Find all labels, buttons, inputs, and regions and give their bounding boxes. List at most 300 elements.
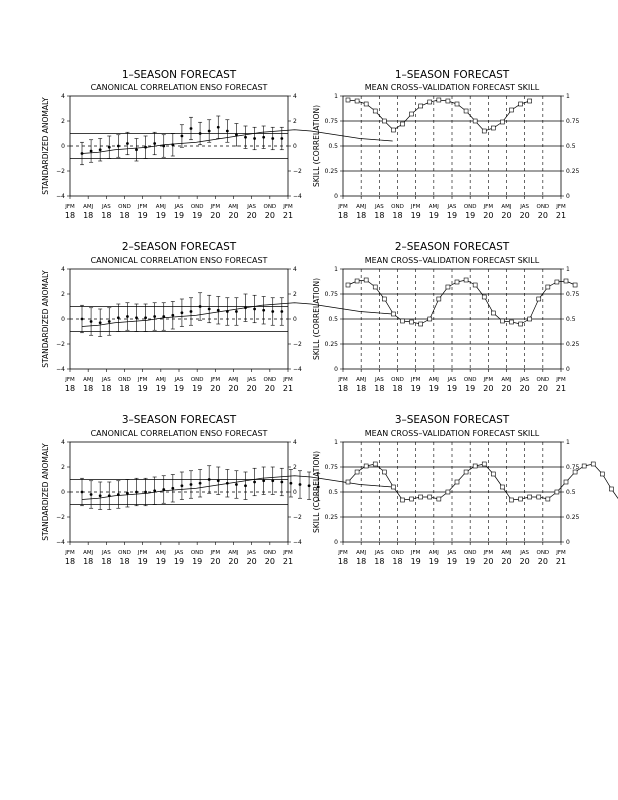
- y-tick-label-right: 0.5: [566, 489, 576, 496]
- x-tick-label-year: 18: [64, 384, 76, 393]
- skill-point: [455, 280, 459, 284]
- x-tick-label-year: 20: [264, 557, 275, 566]
- panel-1-subtitle: CANONICAL CORRELATION ENSO FORECAST: [90, 83, 268, 92]
- skill-point: [455, 102, 459, 106]
- x-tick-label-season: AMJ: [155, 550, 166, 556]
- skill-point: [364, 464, 368, 468]
- skill-point: [401, 122, 405, 126]
- forecast-point: [153, 315, 156, 318]
- skill-point: [482, 295, 486, 299]
- y-tick-label: 0.75: [324, 464, 338, 471]
- y-tick-label: 0.25: [324, 168, 338, 175]
- skill-point: [428, 495, 432, 499]
- x-tick-label-year: 20: [246, 211, 257, 220]
- forecast-point: [199, 305, 202, 308]
- y-tick-label: 2: [61, 118, 65, 125]
- y-tick-label: 1: [334, 93, 338, 100]
- x-tick-label-season: JFM: [65, 550, 75, 556]
- x-tick-label-season: OND: [190, 204, 204, 210]
- x-tick-label-season: AMJ: [501, 377, 512, 383]
- skill-point: [500, 485, 504, 489]
- x-tick-label-year: 20: [501, 384, 512, 393]
- x-tick-label-season: JAS: [374, 204, 384, 210]
- forecast-point: [235, 483, 238, 486]
- x-tick-label-season: JFM: [556, 377, 566, 383]
- x-tick-label-year: 18: [101, 211, 112, 220]
- y-tick-label: 0: [334, 539, 338, 546]
- panel-6: [340, 442, 618, 545]
- y-tick-label-right: 0.25: [566, 341, 580, 348]
- forecast-point: [262, 479, 265, 482]
- y-axis-label: STANDARDIZED ANOMALY: [41, 270, 50, 368]
- x-tick-label-season: JFM: [556, 550, 566, 556]
- x-tick-label-season: JFM: [483, 550, 494, 556]
- forecast-point: [253, 308, 256, 311]
- x-tick-label-season: OND: [118, 377, 131, 383]
- skill-point: [573, 283, 577, 287]
- y-tick-label-right: 4: [293, 93, 297, 100]
- forecast-point: [190, 127, 193, 130]
- forecast-point: [99, 321, 102, 324]
- x-tick-label-year: 19: [428, 211, 439, 220]
- x-tick-label-season: JFM: [556, 204, 566, 210]
- x-tick-label-year: 18: [356, 384, 367, 393]
- forecast-point: [144, 316, 147, 319]
- y-tick-label: 0.75: [324, 291, 338, 298]
- skill-point: [410, 112, 414, 116]
- x-tick-label-season: OND: [536, 204, 550, 210]
- skill-point: [555, 490, 559, 494]
- y-tick-label-right: 0.75: [566, 464, 580, 471]
- x-tick-label-season: JFM: [338, 204, 348, 210]
- x-tick-label-season: OND: [536, 377, 550, 383]
- y-tick-label: 0: [61, 316, 65, 323]
- skill-point: [373, 462, 377, 466]
- forecast-point: [226, 130, 229, 133]
- x-tick-label-year: 20: [210, 384, 221, 393]
- skill-line: [348, 100, 530, 131]
- skill-point: [391, 485, 395, 489]
- x-tick-label-year: 20: [519, 384, 530, 393]
- forecast-point: [81, 318, 84, 321]
- skill-point: [355, 99, 359, 103]
- skill-point: [382, 119, 386, 123]
- y-tick-label-right: 1: [566, 93, 570, 100]
- skill-point: [382, 297, 386, 301]
- forecast-point: [217, 479, 220, 482]
- x-tick-label-year: 19: [173, 211, 185, 220]
- x-tick-label-season: JFM: [410, 204, 421, 210]
- x-tick-label-year: 18: [83, 384, 94, 393]
- x-tick-label-season: JFM: [483, 204, 494, 210]
- x-tick-label-year: 19: [465, 384, 476, 393]
- forecast-point: [135, 148, 138, 151]
- x-tick-label-year: 19: [137, 384, 148, 393]
- forecast-point: [117, 493, 120, 496]
- y-tick-label: −4: [56, 366, 65, 373]
- skill-point: [391, 128, 395, 132]
- x-tick-label-year: 19: [465, 557, 476, 566]
- skill-point: [401, 498, 405, 502]
- forecast-point: [280, 137, 283, 140]
- panel-1-title: 1–SEASON FORECAST: [121, 69, 237, 81]
- x-tick-label-season: JFM: [210, 204, 221, 210]
- skill-point: [391, 312, 395, 316]
- panel-3: [67, 269, 393, 372]
- skill-point: [364, 102, 368, 106]
- skill-point: [446, 285, 450, 289]
- forecast-point: [99, 148, 102, 151]
- skill-point: [437, 497, 441, 501]
- forecast-point: [117, 145, 120, 148]
- skill-point: [464, 470, 468, 474]
- x-tick-label-year: 20: [228, 384, 239, 393]
- x-tick-label-year: 19: [410, 384, 421, 393]
- x-tick-label-year: 19: [192, 384, 203, 393]
- forecast-point: [162, 145, 165, 148]
- x-tick-label-year: 20: [246, 557, 257, 566]
- skill-point: [537, 495, 541, 499]
- x-tick-label-year: 20: [537, 384, 548, 393]
- forecast-point: [144, 146, 147, 149]
- skill-point: [428, 317, 432, 321]
- forecast-point: [271, 137, 274, 140]
- y-tick-label: 4: [61, 439, 65, 446]
- forecast-point: [126, 492, 129, 495]
- x-tick-label-year: 18: [101, 557, 112, 566]
- x-tick-label-year: 20: [483, 557, 494, 566]
- x-tick-label-season: JFM: [283, 550, 293, 556]
- x-tick-label-year: 19: [155, 211, 166, 220]
- forecast-point: [262, 309, 265, 312]
- x-tick-label-year: 18: [392, 211, 403, 220]
- skill-point: [528, 99, 532, 103]
- x-tick-label-season: JFM: [338, 550, 348, 556]
- skill-point: [355, 470, 359, 474]
- panel-4-title: 2–SEASON FORECAST: [394, 241, 510, 253]
- x-tick-label-season: JFM: [137, 550, 148, 556]
- skill-point: [555, 280, 559, 284]
- x-tick-label-season: AMJ: [428, 204, 439, 210]
- forecast-point: [90, 493, 93, 496]
- forecast-point: [171, 143, 174, 146]
- skill-point: [528, 495, 532, 499]
- y-tick-label: −4: [56, 539, 65, 546]
- skill-point: [546, 285, 550, 289]
- y-tick-label: 0: [61, 143, 65, 150]
- x-tick-label-season: JFM: [338, 377, 348, 383]
- x-tick-label-season: OND: [463, 550, 477, 556]
- skill-point: [346, 98, 350, 102]
- y-tick-label-right: −4: [293, 193, 302, 200]
- x-tick-label-year: 18: [374, 211, 385, 220]
- x-tick-label-year: 20: [264, 211, 275, 220]
- skill-point: [419, 495, 423, 499]
- x-tick-label-season: JFM: [410, 550, 421, 556]
- x-tick-label-season: OND: [463, 204, 477, 210]
- y-tick-label: 2: [61, 464, 65, 471]
- y-axis-label: STANDARDIZED ANOMALY: [41, 97, 50, 195]
- skill-point: [364, 278, 368, 282]
- x-tick-label-season: JFM: [210, 377, 221, 383]
- x-tick-label-season: OND: [118, 550, 131, 556]
- panel-2-title: 1–SEASON FORECAST: [394, 69, 510, 81]
- x-tick-label-year: 20: [501, 211, 512, 220]
- x-tick-label-season: JFM: [483, 377, 494, 383]
- x-tick-label-season: AMJ: [356, 204, 367, 210]
- x-tick-label-year: 19: [446, 384, 458, 393]
- y-tick-label-right: 0.25: [566, 514, 580, 521]
- forecast-point: [235, 133, 238, 136]
- skill-point: [373, 109, 377, 113]
- forecast-point: [226, 482, 229, 485]
- x-tick-label-year: 21: [282, 557, 294, 566]
- skill-point: [401, 319, 405, 323]
- y-axis-label: SKILL (CORRELATION): [312, 105, 321, 187]
- x-tick-label-season: JAS: [174, 550, 184, 556]
- skill-point: [500, 120, 504, 124]
- y-tick-label: 4: [61, 266, 65, 273]
- skill-point: [519, 102, 523, 106]
- y-tick-label: 0.25: [324, 514, 338, 521]
- panel-4: [340, 269, 577, 372]
- skill-point: [482, 129, 486, 133]
- skill-point: [373, 285, 377, 289]
- x-tick-label-season: JAS: [374, 550, 384, 556]
- skill-point: [464, 109, 468, 113]
- x-tick-label-season: AMJ: [83, 204, 94, 210]
- skill-point: [519, 322, 523, 326]
- y-tick-label-right: 4: [293, 439, 297, 446]
- x-tick-label-season: JAS: [247, 550, 257, 556]
- panel-1: [67, 96, 393, 199]
- x-tick-label-year: 20: [246, 384, 257, 393]
- x-tick-label-year: 20: [210, 211, 221, 220]
- x-tick-label-year: 20: [519, 211, 530, 220]
- x-tick-label-season: AMJ: [428, 377, 439, 383]
- skill-point: [609, 487, 613, 491]
- x-tick-label-season: JAS: [174, 377, 184, 383]
- y-tick-label-right: 0: [293, 316, 297, 323]
- panel-3-title: 2–SEASON FORECAST: [121, 241, 237, 253]
- x-tick-label-year: 18: [119, 384, 130, 393]
- y-tick-label-right: 4: [293, 266, 297, 273]
- x-tick-label-season: OND: [391, 204, 404, 210]
- y-tick-label-right: 0.5: [566, 316, 576, 323]
- x-tick-label-season: JAS: [174, 204, 184, 210]
- y-tick-label: 0.75: [324, 118, 338, 125]
- forecast-point: [271, 310, 274, 313]
- x-tick-label-year: 20: [537, 557, 548, 566]
- forecast-point: [181, 311, 184, 314]
- skill-point: [528, 317, 532, 321]
- x-tick-label-year: 18: [101, 384, 112, 393]
- y-tick-label-right: −2: [293, 168, 302, 175]
- x-tick-label-season: OND: [391, 550, 404, 556]
- x-tick-label-year: 18: [337, 557, 349, 566]
- skill-point: [519, 497, 523, 501]
- forecast-point: [271, 479, 274, 482]
- skill-point: [473, 283, 477, 287]
- skill-point: [382, 470, 386, 474]
- forecast-point: [262, 136, 265, 139]
- x-tick-label-year: 18: [392, 384, 403, 393]
- x-tick-label-year: 19: [155, 557, 166, 566]
- forecast-point: [280, 310, 283, 313]
- skill-point: [346, 283, 350, 287]
- skill-point: [491, 126, 495, 130]
- x-tick-label-year: 18: [356, 557, 367, 566]
- x-tick-label-year: 19: [428, 557, 439, 566]
- x-tick-label-season: JAS: [520, 377, 530, 383]
- y-tick-label-right: 0: [566, 366, 570, 373]
- x-tick-label-season: OND: [190, 377, 204, 383]
- forecast-point: [217, 126, 220, 129]
- x-tick-label-year: 21: [555, 384, 567, 393]
- x-tick-label-season: OND: [263, 204, 277, 210]
- forecast-point: [162, 488, 165, 491]
- x-tick-label-year: 19: [428, 384, 439, 393]
- x-tick-label-season: JFM: [410, 377, 421, 383]
- forecast-point: [190, 310, 193, 313]
- y-tick-label-right: 0: [293, 489, 297, 496]
- x-tick-label-season: JAS: [101, 550, 111, 556]
- forecast-point: [135, 491, 138, 494]
- y-tick-label-right: −2: [293, 341, 302, 348]
- x-tick-label-year: 18: [64, 557, 76, 566]
- skill-point: [455, 480, 459, 484]
- x-tick-label-season: JAS: [447, 204, 457, 210]
- y-tick-label: 1: [334, 266, 338, 273]
- forecast-point: [126, 315, 129, 318]
- x-tick-label-year: 18: [119, 211, 130, 220]
- x-tick-label-year: 19: [446, 557, 458, 566]
- panel-4-subtitle: MEAN CROSS–VALIDATION FORECAST SKILL: [364, 256, 540, 265]
- skill-point: [446, 490, 450, 494]
- panel-6-title: 3–SEASON FORECAST: [394, 414, 510, 426]
- x-tick-label-year: 18: [374, 384, 385, 393]
- skill-point: [591, 462, 595, 466]
- forecast-point: [153, 489, 156, 492]
- x-tick-label-year: 19: [173, 384, 185, 393]
- forecast-point: [181, 484, 184, 487]
- x-tick-label-year: 18: [83, 211, 94, 220]
- forecast-point: [171, 314, 174, 317]
- y-tick-label-right: 0: [293, 143, 297, 150]
- x-tick-label-year: 20: [483, 384, 494, 393]
- x-tick-label-year: 19: [410, 211, 421, 220]
- panel-5: [67, 442, 393, 545]
- y-tick-label: 4: [61, 93, 65, 100]
- forecast-point: [181, 135, 184, 138]
- skill-point: [419, 322, 423, 326]
- x-tick-label-year: 20: [483, 211, 494, 220]
- forecast-point: [135, 316, 138, 319]
- forecast-point: [126, 142, 129, 145]
- skill-point: [582, 464, 586, 468]
- panel-5-subtitle: CANONICAL CORRELATION ENSO FORECAST: [90, 429, 268, 438]
- skill-point: [510, 498, 514, 502]
- forecast-point: [253, 137, 256, 140]
- panel-2: [340, 96, 564, 199]
- x-tick-label-year: 18: [392, 557, 403, 566]
- x-tick-label-season: AMJ: [155, 377, 166, 383]
- forecast-point: [208, 130, 211, 133]
- x-tick-label-season: JFM: [65, 204, 75, 210]
- x-tick-label-year: 21: [555, 557, 567, 566]
- x-tick-label-year: 18: [83, 557, 94, 566]
- y-tick-label-right: 0: [566, 193, 570, 200]
- x-tick-label-season: OND: [263, 550, 277, 556]
- skill-point: [510, 108, 514, 112]
- y-axis-label: SKILL (CORRELATION): [312, 451, 321, 533]
- x-tick-label-year: 19: [410, 557, 421, 566]
- x-tick-label-season: OND: [536, 550, 550, 556]
- x-tick-label-year: 19: [137, 211, 148, 220]
- y-tick-label: 0.5: [328, 143, 338, 150]
- x-tick-label-season: OND: [190, 550, 204, 556]
- forecast-point: [108, 494, 111, 497]
- x-tick-label-season: AMJ: [501, 550, 512, 556]
- forecast-point: [199, 132, 202, 135]
- y-tick-label: 0.25: [324, 341, 338, 348]
- forecast-point: [199, 482, 202, 485]
- x-tick-label-season: AMJ: [228, 550, 239, 556]
- x-tick-label-year: 20: [228, 211, 239, 220]
- x-tick-label-season: AMJ: [83, 377, 94, 383]
- x-tick-label-season: OND: [391, 377, 404, 383]
- skill-point: [419, 104, 423, 108]
- x-tick-label-season: JFM: [137, 204, 148, 210]
- panel-3-subtitle: CANONICAL CORRELATION ENSO FORECAST: [90, 256, 268, 265]
- y-tick-label: 2: [61, 291, 65, 298]
- x-tick-label-year: 20: [519, 557, 530, 566]
- x-tick-label-season: JFM: [65, 377, 75, 383]
- y-tick-label: −2: [56, 341, 65, 348]
- skill-point: [537, 297, 541, 301]
- skill-point: [600, 472, 604, 476]
- x-tick-label-season: JAS: [247, 204, 257, 210]
- y-tick-label: −2: [56, 168, 65, 175]
- skill-line: [348, 280, 575, 324]
- y-tick-label-right: 2: [293, 118, 297, 125]
- skill-point: [482, 462, 486, 466]
- x-tick-label-year: 19: [155, 384, 166, 393]
- skill-point: [500, 319, 504, 323]
- x-tick-label-year: 18: [64, 211, 76, 220]
- y-tick-label: −2: [56, 514, 65, 521]
- x-tick-label-year: 19: [192, 211, 203, 220]
- x-tick-label-year: 20: [501, 557, 512, 566]
- y-tick-label: 0: [334, 193, 338, 200]
- skill-point: [410, 320, 414, 324]
- x-tick-label-season: AMJ: [228, 377, 239, 383]
- x-tick-label-year: 18: [374, 557, 385, 566]
- forecast-point: [81, 152, 84, 155]
- forecast-point: [171, 487, 174, 490]
- y-tick-label-right: 1: [566, 439, 570, 446]
- forecast-point: [153, 142, 156, 145]
- skill-point: [446, 99, 450, 103]
- x-tick-label-season: AMJ: [155, 204, 166, 210]
- y-tick-label: 0.5: [328, 316, 338, 323]
- x-tick-label-season: OND: [263, 377, 277, 383]
- forecast-point: [90, 150, 93, 153]
- y-tick-label: 1: [334, 439, 338, 446]
- panel-2-subtitle: MEAN CROSS–VALIDATION FORECAST SKILL: [364, 83, 540, 92]
- skill-point: [437, 98, 441, 102]
- y-axis-label: STANDARDIZED ANOMALY: [41, 443, 50, 541]
